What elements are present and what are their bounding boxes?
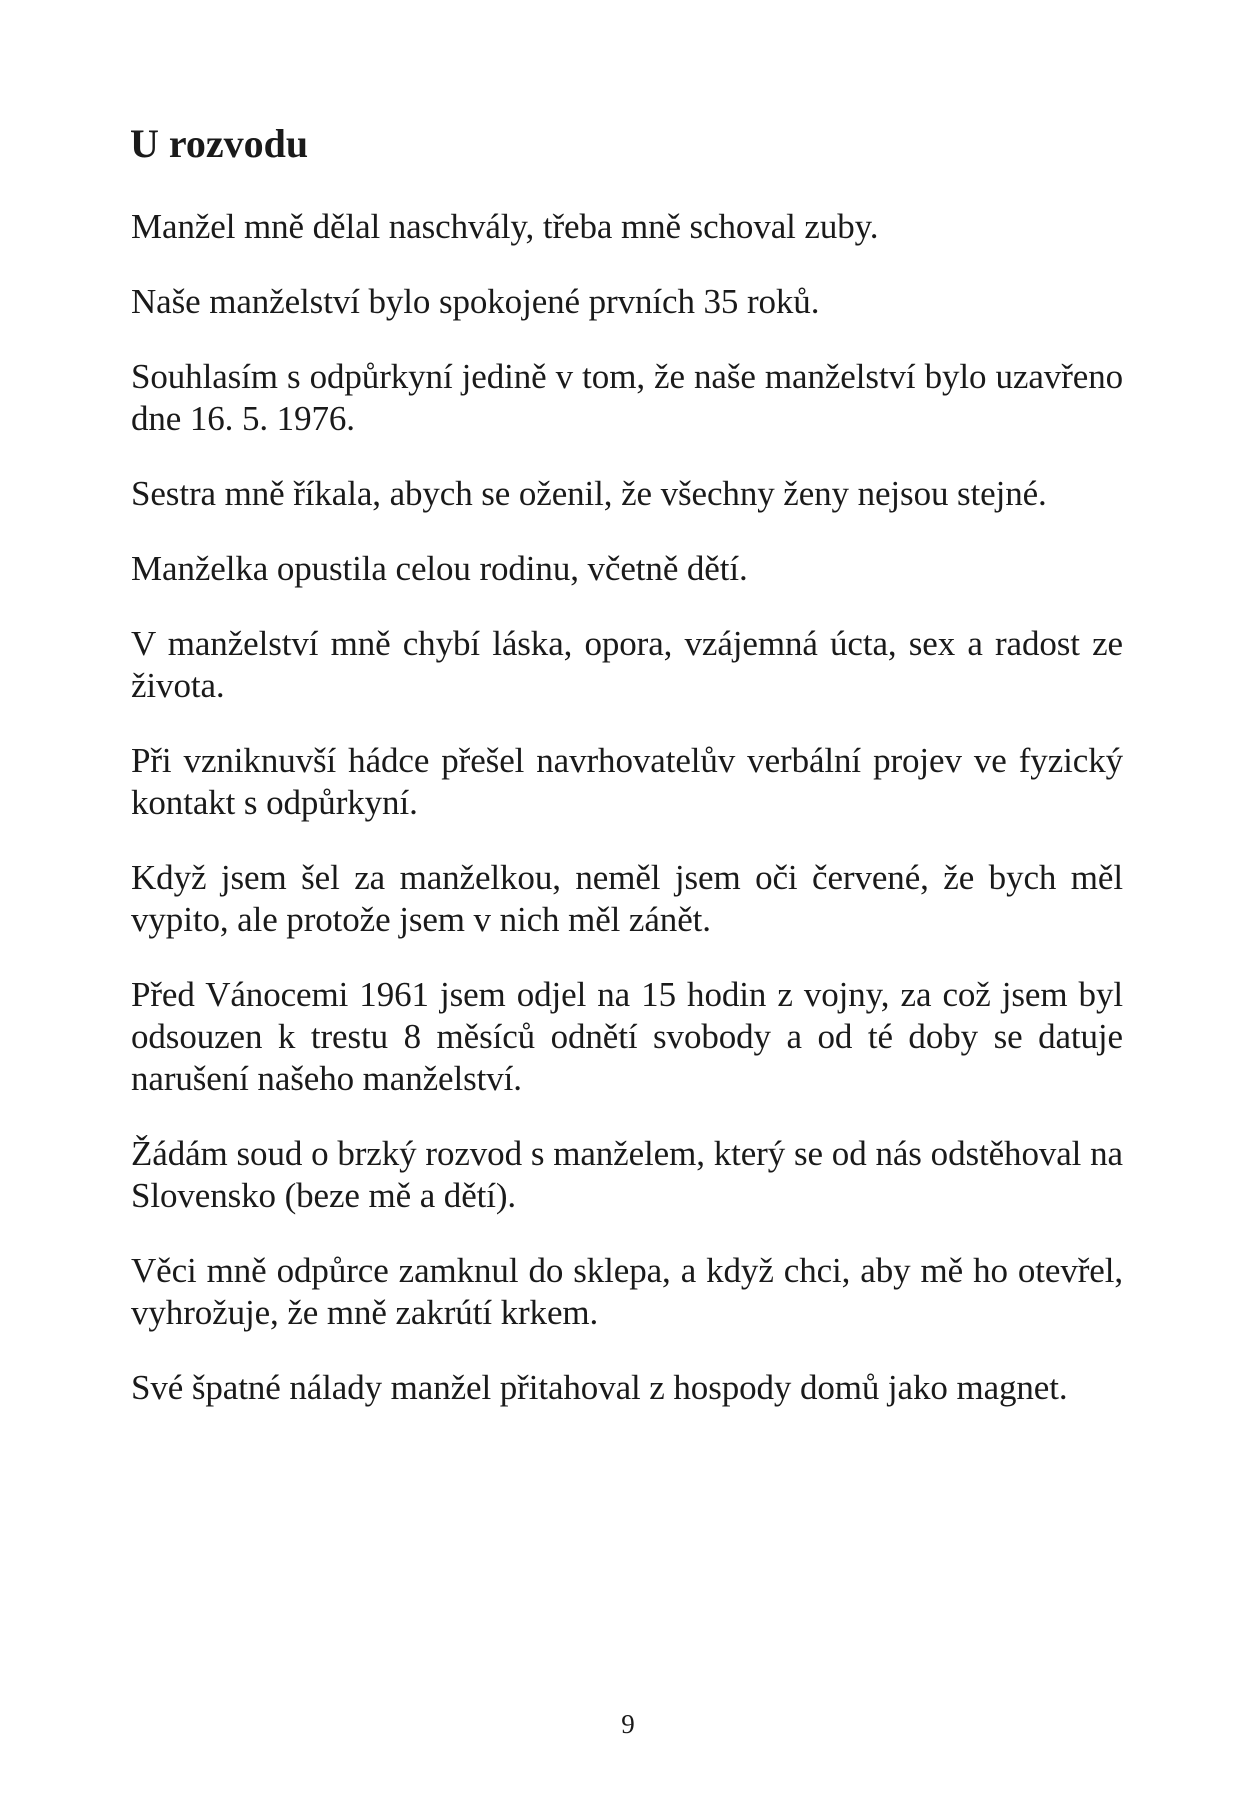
paragraph: Souhlasím s odpůrkyní jedině v tom, že naše manželství bylo uzavřeno dne 16. 5. 1976. [131,357,1123,438]
paragraph: Věci mně odpůrce zamknul do sklepa, a když chci, aby mě ho otevřel, vyhrožuje, že mně zakrútí krkem. [131,1251,1123,1332]
paragraph: Žádám soud o brzký rozvod s manželem, který se od nás odstěhoval na Slovensko (beze mě a dětí). [131,1134,1123,1215]
paragraph: V manželství mně chybí láska, opora, vzájemná úcta, sex a radost ze života. [131,624,1123,705]
paragraph: Sestra mně říkala, abych se oženil, že všechny ženy nejsou stejné. [131,474,1047,513]
paragraph: Manželka opustila celou rodinu, včetně dětí. [131,549,748,588]
paragraph: Před Vánocemi 1961 jsem odjel na 15 hodin z vojny, za což jsem byl odsouzen k trestu 8 měsíců odnětí svobody a od té doby se datuje narušení našeho manželství. [131,975,1123,1098]
body-text [131,206,1123,1442]
paragraph: Když jsem šel za manželkou, neměl jsem oči červené, že bych měl vypito, ale protože jsem v nich měl zánět. [131,858,1123,939]
paragraph: Své špatné nálady manžel přitahoval z hospody domů jako magnet. [131,1368,1068,1407]
page-number: 9 [621,1709,635,1739]
page-heading: U rozvodu [130,121,309,166]
paragraph: Naše manželství bylo spokojené prvních 35 roků. [131,282,820,321]
paragraph: Při vzniknuvší hádce přešel navrhovatelův verbální projev ve fyzický kontakt s odpůrkyní. [131,741,1123,822]
paragraph: Manžel mně dělal naschvály, třeba mně schoval zuby. [131,207,879,246]
